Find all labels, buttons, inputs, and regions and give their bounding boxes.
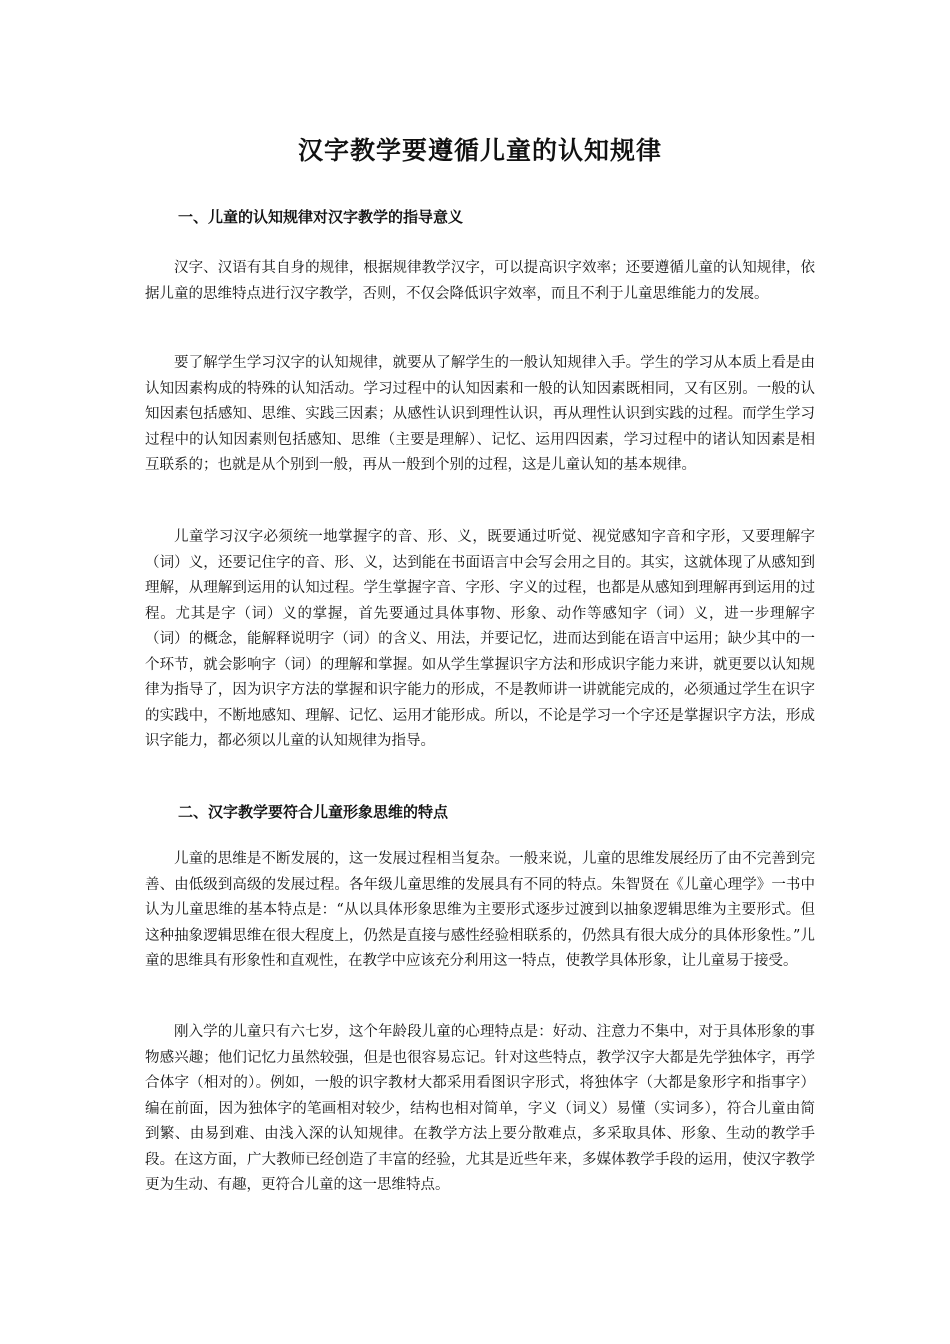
- section-1-paragraph-1: 汉字、汉语有其自身的规律，根据规律教学汉字，可以提高识字效率；还要遵循儿童的认知规律，依据儿童的思维特点进行汉字教学，否则，不仅会降低识字效率，而且不利于儿童思维能力的发展。: [145, 260, 815, 302]
- section-2-paragraph-2: 刚入学的儿童只有六七岁，这个年龄段儿童的心理特点是：好动、注意力不集中，对于具体形象的事物感兴趣；他们记忆力虽然较强，但是也很容易忘记。针对这些特点，教学汉字大都是先学独体字，再学合体字（相对的）。例如，一般的识字教材大都采用看图识字形式，将独体字（大都是象形字和指事字）编在前面，因为独体字的笔画相对较少，结构也相对简单，字义（词义）易懂（实词多），符合儿童由简到繁、由易到难、由浅入深的认知规律。在教学方法上要分散难点，多采取具体、形象、生动的教学手段。在这方面，广大教师已经创造了丰富的经验，尤其是近些年来，多媒体教学手段的运用，使汉字教学更为生动、有趣，更符合儿童的这一思维特点。: [145, 1024, 815, 1193]
- section-heading-1: 一、儿童的认知规律对汉字教学的指导意义: [178, 208, 464, 226]
- document-title: 汉字教学要遵循儿童的认知规律: [297, 136, 662, 165]
- section-1-paragraph-3: 儿童学习汉字必须统一地掌握字的音、形、义，既要通过听觉、视觉感知字音和字形，又要理解字（词）义，还要记住字的音、形、义，达到能在书面语言中会写会用之目的。其实，这就体现了从感知到理解，从理解到运用的认知过程。学生掌握字音、字形、字义的过程，也都是从感知到理解再到运用的过程。尤其是字（词）义的掌握，首先要通过具体事物、形象、动作等感知字（词）义，进一步理解字（词）的概念，能解释说明字（词）的含义、用法，并要记忆，进而达到能在语言中运用；缺少其中的一个环节，就会影响字（词）的理解和掌握。如从学生掌握识字方法和形成识字能力来讲，就更要以认知规律为指导了，因为识字方法的掌握和识字能力的形成，不是教师讲一讲就能完成的，必须通过学生在识字的实践中，不断地感知、理解、记忆、运用才能形成。所以，不论是学习一个字还是掌握识字方法，形成识字能力，都必须以儿童的认知规律为指导。: [145, 529, 815, 749]
- section-1-paragraph-2: 要了解学生学习汉字的认知规律，就要从了解学生的一般认知规律入手。学生的学习从本质上看是由认知因素构成的特殊的认知活动。学习过程中的认知因素和一般的认知因素既相同，又有区别。一般的认知因素包括感知、思维、实践三因素；从感性认识到理性认识，再从理性认识到实践的过程。而学生学习过程中的认知因素则包括感知、思维（主要是理解）、记忆、运用四因素，学习过程中的诸认知因素是相互联系的；也就是从个别到一般，再从一般到个别的过程，这是儿童认知的基本规律。: [145, 355, 815, 473]
- section-heading-2: 二、汉字教学要符合儿童形象思维的特点: [178, 803, 449, 821]
- section-2-paragraph-1: 儿童的思维是不断发展的，这一发展过程相当复杂。一般来说，儿童的思维发展经历了由不完善到完善、由低级到高级的发展过程。各年级儿童思维的发展具有不同的特点。朱智贤在《儿童心理学》一书中认为儿童思维的基本特点是：“从以具体形象思维为主要形式逐步过渡到以抽象逻辑思维为主要形式。但这种抽象逻辑思维在很大程度上，仍然是直接与感性经验相联系的，仍然具有很大成分的具体形象性。”儿童的思维具有形象性和直观性，在教学中应该充分利用这一特点，使教学具体形象，让儿童易于接受。: [145, 851, 815, 969]
